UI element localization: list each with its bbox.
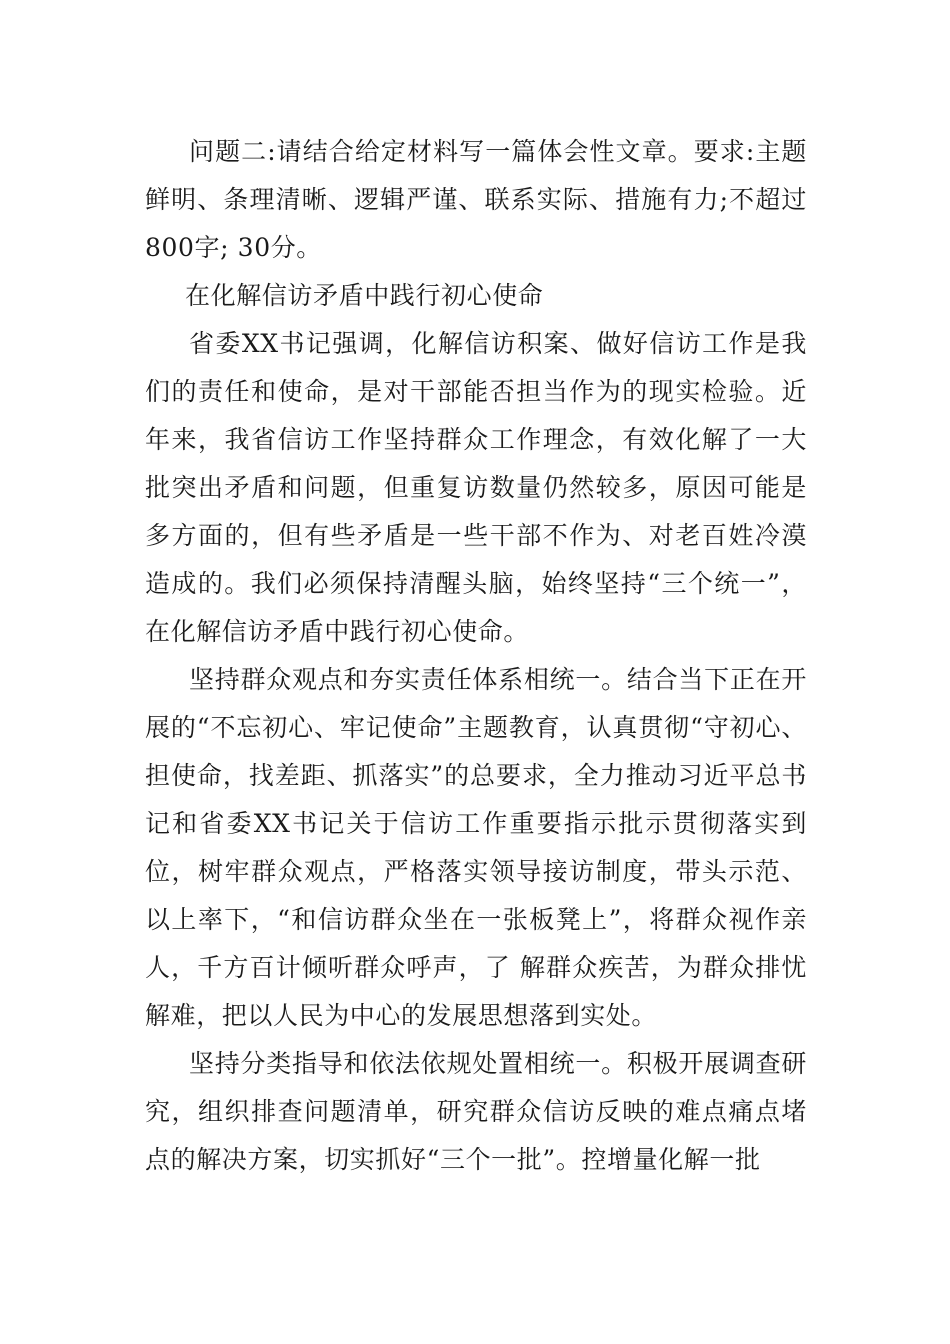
- essay-title: 在化解信访矛盾中践行初心使命: [185, 281, 544, 310]
- body-paragraph-1: 省委XX书记强调，化解信访积案、做好信访工作是我们的责任和使命，是对干部能否担当作为的现实检验。近年来，我省信访工作坚持群众工作理念，有效化解了一大批突出矛盾和问题，但重复访数量仍然较多，原因可能是多方面的，但有些矛盾是一些干部不作为、对老百姓冷漠造成的。我们必须保持清醒头脑，始终坚持“三个统一”，在化解信访矛盾中践行初心使命。: [145, 329, 807, 646]
- body-paragraph-3: 坚持分类指导和依法依规处置相统一。积极开展调查研究，组织排查问题清单，研究群众信访反映的难点痛点堵点的解决方案，切实抓好“三个一批”。控增量化解一批: [145, 1049, 807, 1174]
- document-body: [145, 128, 807, 1184]
- question-paragraph: 问题二:请结合给定材料写一篇体会性文章。要求:主题鲜明、条理清晰、逻辑严谨、联系实际、措施有力;不超过800字; 30分。: [145, 137, 807, 262]
- body-paragraph-2: 坚持群众观点和夯实责任体系相统一。结合当下正在开展的“不忘初心、牢记使命”主题教育，认真贯彻“守初心、担使命，找差距、抓落实”的总要求，全力推动习近平总书记和省委XX书记关于信访工作重要指示批示贯彻落实到位，树牢群众观点，严格落实领导接访制度，带头示范、以上率下，“和信访群众坐在一张板凳上”，将群众视作亲人，千方百计倾听群众呼声，了 解群众疾苦，为群众排忧解难，把以人民为中心的发展思想落到实处。: [145, 665, 807, 1030]
